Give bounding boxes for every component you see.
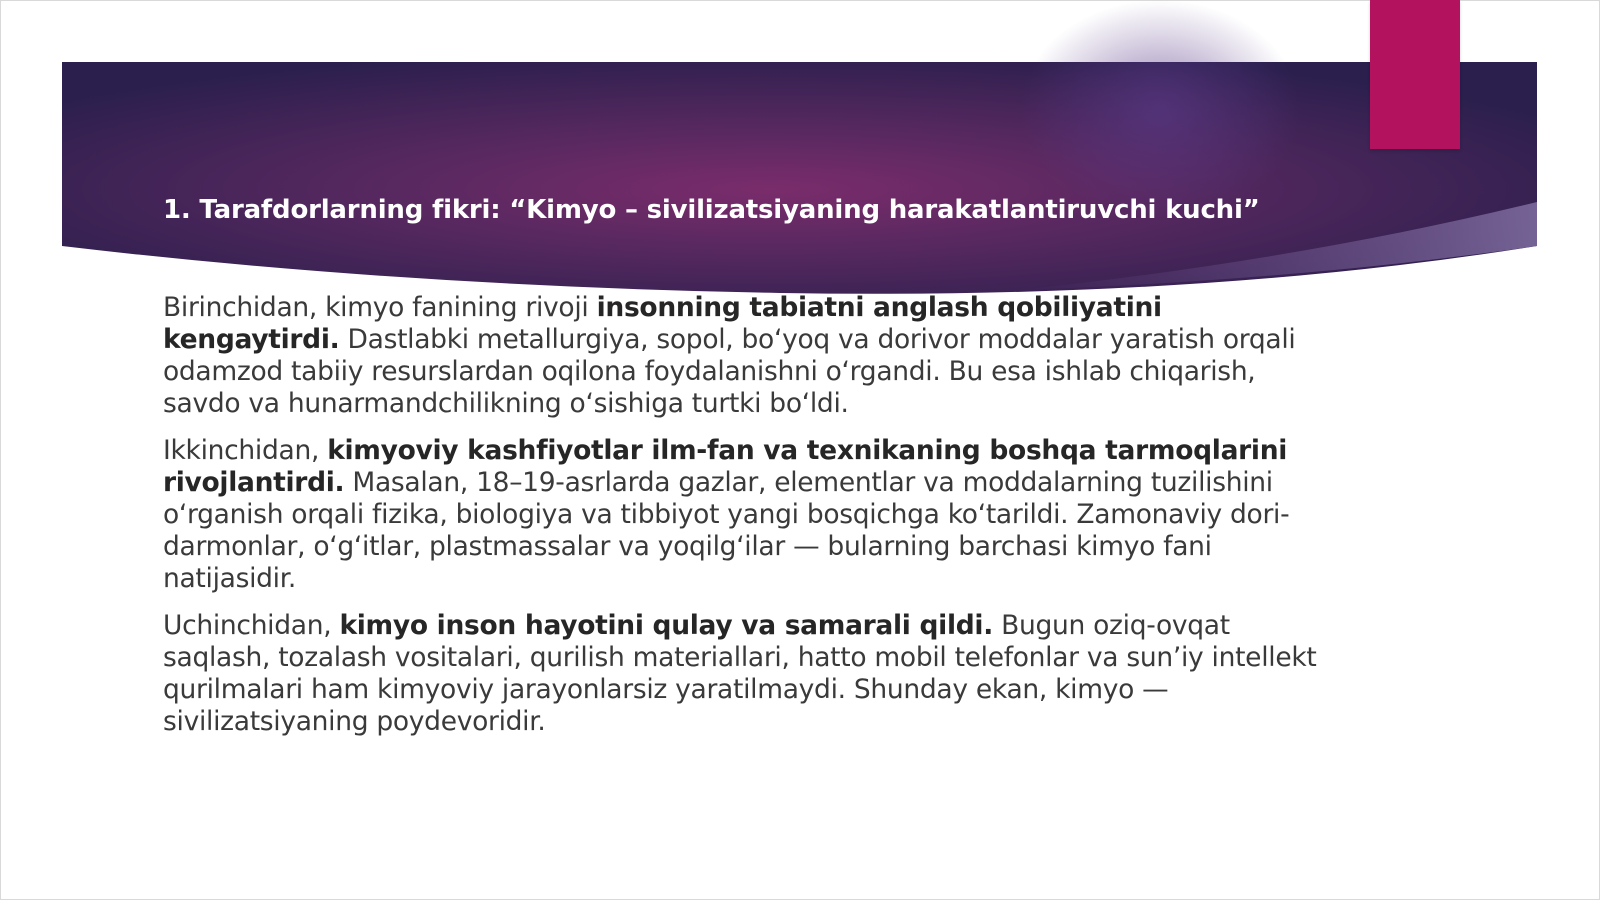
paragraph-first — [163, 292, 1323, 420]
accent-tab — [1370, 0, 1460, 149]
paragraph-emphasis: insonning tabiatni anglash qobiliyatini kengaytirdi. — [163, 292, 1162, 355]
slide-title: 1. Tarafdorlarning fikri: “Kimyo – sivilizatsiyaning harakatlantiruvchi kuchi” — [163, 195, 1260, 225]
paragraph-second — [163, 435, 1323, 595]
paragraph-text: Bugun oziq-ovqat saqlash, tozalash vositalari, qurilish materiallari, hatto mobil telefonlar va sun’iy intellekt qurilmalari ham kimyoviy jarayonlarsiz yaratilmaydi. Shunday ekan, kimyo — sivilizatsiyaning poydevoridir. — [163, 610, 1317, 737]
paragraph-third — [163, 610, 1323, 738]
paragraph-emphasis: kimyoviy kashfiyotlar ilm-fan va texnikaning boshqa tarmoqlarini rivojlantirdi. — [163, 435, 1288, 498]
paragraph-lead: Birinchidan, kimyo fanining rivoji — [163, 292, 597, 323]
paragraph-lead: Uchinchidan, — [163, 610, 340, 641]
paragraph-text: Masalan, 18–19-asrlarda gazlar, elementlar va moddalarning tuzilishini o‘rganish orqali fizika, biologiya va tibbiyot yangi bosqichga ko‘tarildi. Zamonaviy dori-darmonlar, o‘g‘itlar, plastmassalar va yoqilg‘ilar — bularning barchasi kimyo fani natijasidir. — [163, 467, 1290, 594]
paragraph-text: Dastlabki metallurgiya, sopol, bo‘yoq va dorivor moddalar yaratish orqali odamzod tabiiy resurslardan oqilona foydalanishni o‘rgandi. Bu esa ishlab chiqarish, savdo va hunarmandchilikning o‘sishiga turtki bo‘ldi. — [163, 324, 1296, 419]
slide-body — [163, 292, 1323, 753]
title-banner — [0, 0, 1600, 320]
paragraph-emphasis: kimyo inson hayotini qulay va samarali qildi. — [339, 610, 993, 641]
paragraph-lead: Ikkinchidan, — [163, 435, 328, 466]
